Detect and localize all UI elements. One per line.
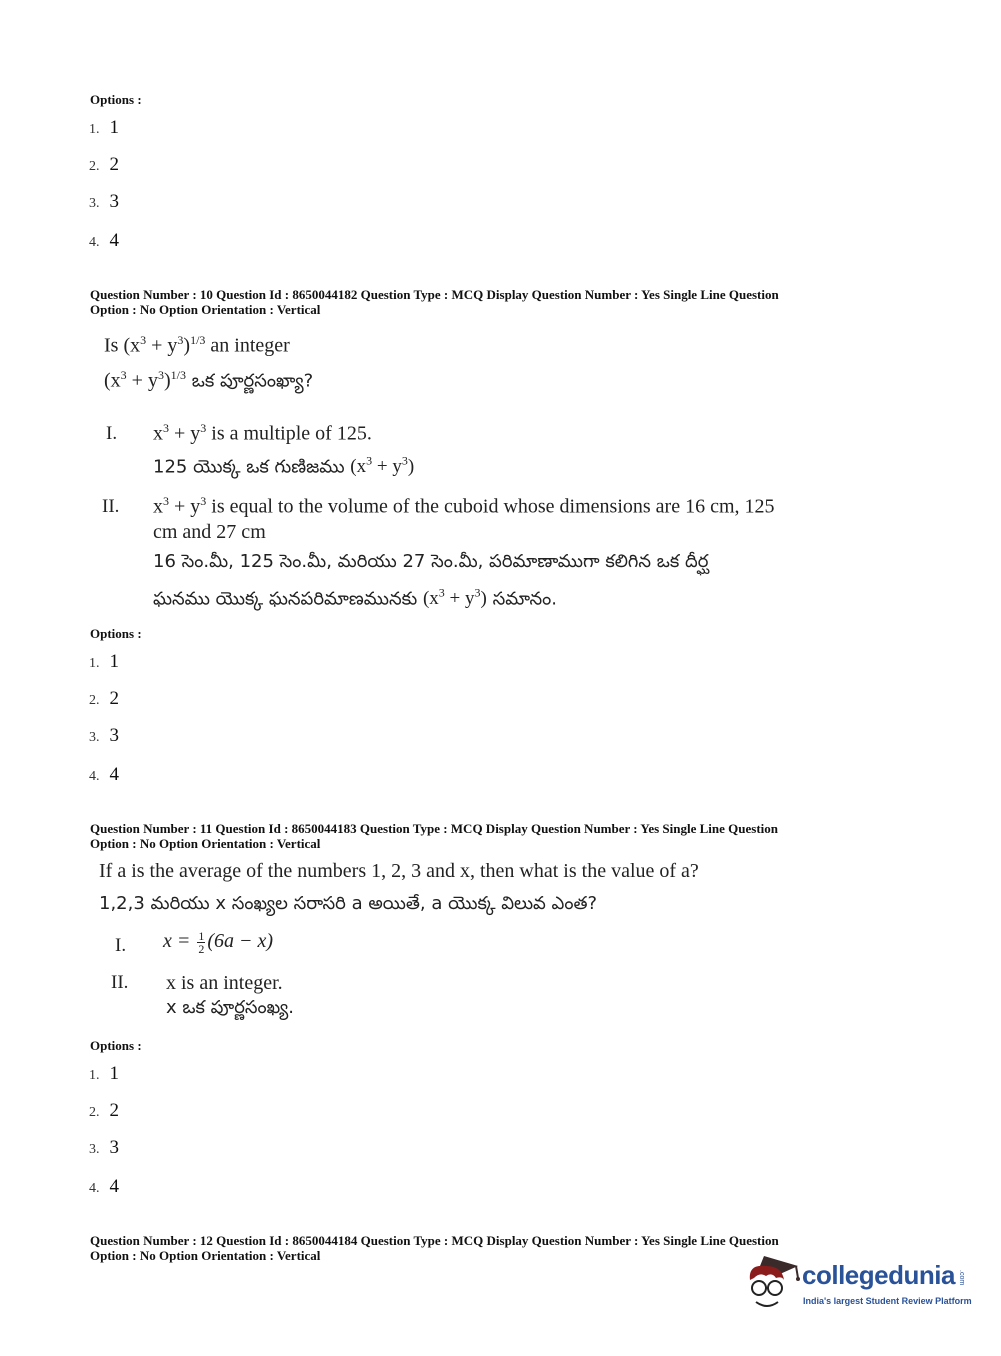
option-value: 4 (109, 230, 119, 251)
statement-equation: x = $\frac{1}{2}$ (6a − x) (163, 929, 274, 956)
statement-text-te: 125 యొక్క ఒక గుణిజము $(x^3 + y^3)$ (153, 454, 415, 478)
option-value: 1 (109, 1063, 119, 1084)
option-number: 2. (89, 1105, 100, 1120)
option-number: 1. (89, 1068, 100, 1083)
option-item[interactable] (89, 651, 119, 673)
mascot-icon (742, 1252, 802, 1312)
option-value: 3 (109, 191, 119, 212)
option-item[interactable] (89, 191, 119, 213)
option-item[interactable] (89, 725, 119, 747)
question-stem-te: $(x^3 + y^3)^{1/3}$ ఒక పూర్ణసంఖ్యా? (104, 368, 314, 392)
option-item[interactable] (89, 117, 119, 139)
question-meta-line: Question Number : 11 Question Id : 8650044183 Question Type : MCQ Display Question Number : Yes Single Line Question (90, 821, 778, 836)
brand-tagline: India's largest Student Review Platform (803, 1296, 972, 1306)
option-value: 2 (109, 154, 119, 175)
question-stem-en: Is $(x^3 + y^3)^{1/3}$ an integer (104, 333, 290, 357)
option-item[interactable] (89, 230, 119, 252)
option-item[interactable] (89, 764, 119, 786)
brand-domain: .com (958, 1270, 965, 1286)
question-meta-line: Option : No Option Orientation : Vertical (90, 1248, 321, 1263)
statement-roman: II. (102, 496, 120, 517)
question-meta-line: Question Number : 10 Question Id : 8650044182 Question Type : MCQ Display Question Number : Yes Single Line Question (90, 287, 779, 302)
option-value: 4 (109, 764, 119, 785)
option-value: 3 (109, 1137, 119, 1158)
statement-roman: I. (106, 423, 118, 444)
option-item[interactable] (89, 1137, 119, 1159)
question-stem-te: 1,2,3 మరియు x సంఖ్యల సరాసరి a అయితే, a యొక్క విలువ ఎంత? (99, 893, 598, 914)
statement-text-te-cont: ఘనము యొక్క ఘనపరిమాణమునకు $(x^3 + y^3)$ సమానం. (153, 586, 557, 610)
option-number: 4. (89, 769, 100, 784)
option-number: 1. (89, 122, 100, 137)
option-value: 1 (109, 651, 119, 672)
options-label: Options : (90, 626, 142, 641)
question-meta (90, 1233, 779, 1263)
statement-text-te: x ఒక పూర్ణసంఖ్య. (166, 997, 295, 1018)
question-meta-line: Question Number : 12 Question Id : 8650044184 Question Type : MCQ Display Question Number : Yes Single Line Question (90, 1233, 779, 1248)
options-label: Options : (90, 1038, 142, 1053)
option-number: 2. (89, 159, 100, 174)
statement-roman: I. (115, 935, 127, 956)
statement-roman: II. (111, 972, 129, 993)
option-item[interactable] (89, 1100, 119, 1122)
option-value: 4 (109, 1176, 119, 1197)
question-meta-line: Option : No Option Orientation : Vertical (90, 836, 321, 851)
option-value: 3 (109, 725, 119, 746)
options-label: Options : (90, 92, 142, 107)
option-number: 1. (89, 656, 100, 671)
option-number: 2. (89, 693, 100, 708)
statement-text-en: x is an integer. (166, 972, 283, 994)
statement-text-en: $x^3 + y^3$ is equal to the volume of the cuboid whose dimensions are 16 cm, 125 (153, 494, 775, 518)
option-item[interactable] (89, 154, 119, 176)
statement-text-en: $x^3 + y^3$ is a multiple of 125. (153, 421, 372, 445)
question-meta (90, 821, 778, 851)
question-stem-en: If a is the average of the numbers 1, 2, 3 and x, then what is the value of a? (99, 860, 699, 882)
option-value: 2 (109, 688, 119, 709)
option-number: 4. (89, 1181, 100, 1196)
collegedunia-logo (742, 1252, 972, 1314)
option-item[interactable] (89, 1063, 119, 1085)
option-number: 3. (89, 1142, 100, 1157)
brand-name: collegedunia (802, 1260, 955, 1290)
statement-text-te: 16 సెం.మీ, 125 సెం.మీ, మరియు 27 సెం.మీ, పరిమాణాముగా కలిగిన ఒక దీర్ఘ (153, 551, 709, 572)
option-number: 4. (89, 235, 100, 250)
option-number: 3. (89, 196, 100, 211)
option-item[interactable] (89, 688, 119, 710)
option-item[interactable] (89, 1176, 119, 1198)
statement-text-en-cont: cm and 27 cm (153, 521, 266, 543)
option-value: 1 (109, 117, 119, 138)
question-meta-line: Option : No Option Orientation : Vertical (90, 302, 321, 317)
option-number: 3. (89, 730, 100, 745)
option-value: 2 (109, 1100, 119, 1121)
question-meta (90, 287, 779, 317)
